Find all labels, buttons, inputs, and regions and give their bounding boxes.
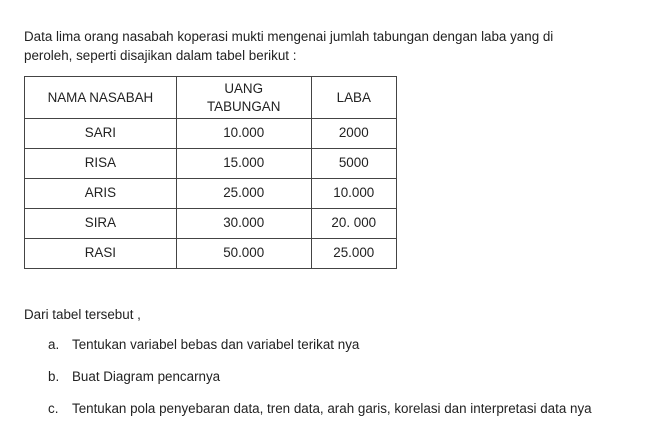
cell-name: RASI [25,239,177,269]
intro-line-2: peroleh, seperti disajikan dalam tabel berikut : [24,48,297,63]
cell-name: RISA [25,149,177,179]
table-row [25,209,397,239]
intro-paragraph [24,27,644,65]
task-list [48,337,592,433]
header-customer-name: NAMA NASABAH [25,77,177,119]
table-row [25,119,397,149]
table-header-row [25,77,397,119]
cell-profit: 25.000 [311,239,396,269]
cell-savings: 25.000 [176,179,311,209]
cell-profit: 2000 [311,119,396,149]
list-item [48,337,592,353]
intro-line-1: Data lima orang nasabah koperasi mukti mengenai jumlah tabungan dengan laba yang di [24,29,554,44]
header-savings [176,77,311,119]
table-row [25,179,397,209]
list-item [48,369,592,385]
cell-savings: 50.000 [176,239,311,269]
cell-profit: 5000 [311,149,396,179]
savings-profit-table [24,76,397,269]
cell-name: ARIS [25,179,177,209]
list-item-text: Tentukan pola penyebaran data, tren data, arah garis, korelasi dan interpretasi data nya [72,401,592,416]
list-marker: a. [48,337,60,352]
cell-savings: 10.000 [176,119,311,149]
cell-profit: 20. 000 [311,209,396,239]
list-marker: c. [48,401,59,416]
list-item-text: Buat Diagram pencarnya [72,369,221,384]
cell-savings: 15.000 [176,149,311,179]
header-savings-line-1: UANG [224,80,264,96]
list-item-text: Tentukan variabel bebas dan variabel terikat nya [72,337,360,352]
cell-name: SIRA [25,209,177,239]
table-row [25,149,397,179]
cell-profit: 10.000 [311,179,396,209]
cell-savings: 30.000 [176,209,311,239]
table-row [25,239,397,269]
cell-name: SARI [25,119,177,149]
list-marker: b. [48,369,60,384]
list-item [48,401,592,417]
header-savings-line-2: TABUNGAN [206,98,281,114]
question-intro: Dari tabel tersebut , [24,307,141,322]
header-profit: LABA [311,77,396,119]
